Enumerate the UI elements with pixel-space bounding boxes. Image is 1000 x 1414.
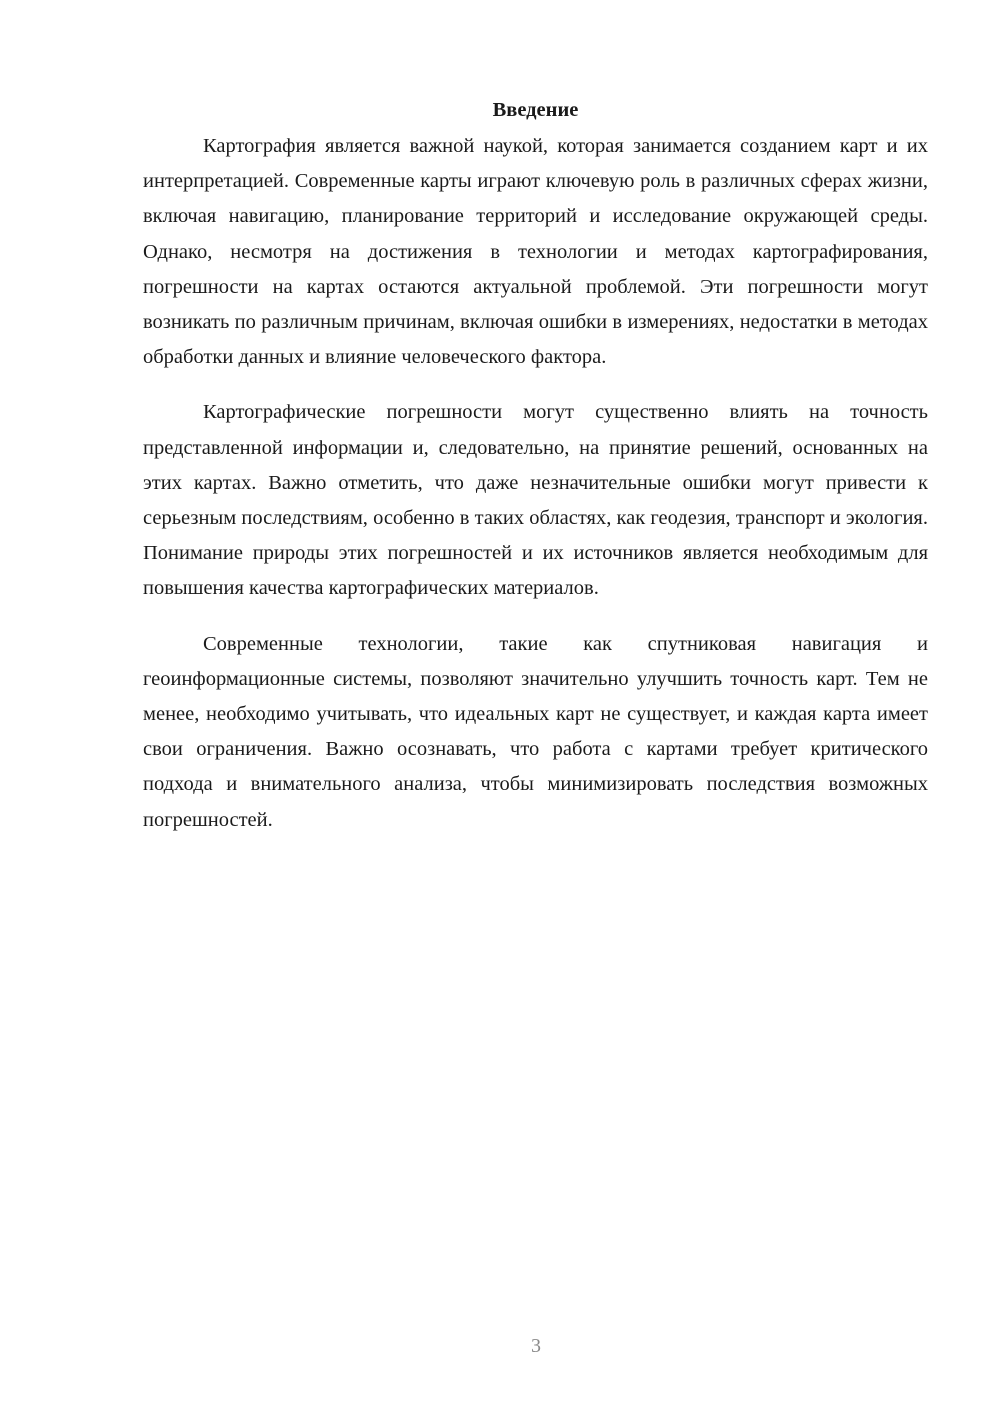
page-number: 3 bbox=[531, 1335, 541, 1357]
paragraph-2: Картографические погрешности могут существенно влиять на точность представленной информации и, следовательно, на принятие решений, основанных на этих картах. Важно отметить, что даже незначительные ошибки могут привести к серьезным последствиям, особенно в таких областях, как геодезия, транспорт и экология. Понимание природы этих погрешностей и их источников является необходимым для повышения качества картографических материалов. bbox=[143, 401, 928, 600]
paragraph-3: Современные технологии, такие как спутниковая навигация и геоинформационные системы, позволяют значительно улучшить точность карт. Тем не менее, необходимо учитывать, что идеальных карт не существует, и каждая карта имеет свои ограничения. Важно осознавать, что работа с картами требует критического подхода и внимательного анализа, чтобы минимизировать последствия возможных погрешностей. bbox=[143, 632, 928, 831]
page-content bbox=[143, 93, 928, 838]
paragraph-1: Картография является важной наукой, которая занимается созданием карт и их интерпретацией. Современные карты играют ключевую роль в различных сферах жизни, включая навигацию, планирование территорий и исследование окружающей среды. Однако, несмотря на достижения в технологии и методах картографирования, погрешности на картах остаются актуальной проблемой. Эти погрешности могут возникать по различным причинам, включая ошибки в измерениях, недостатки в методах обработки данных и влияние человеческого фактора. bbox=[143, 135, 928, 369]
section-title: Введение bbox=[492, 99, 579, 121]
